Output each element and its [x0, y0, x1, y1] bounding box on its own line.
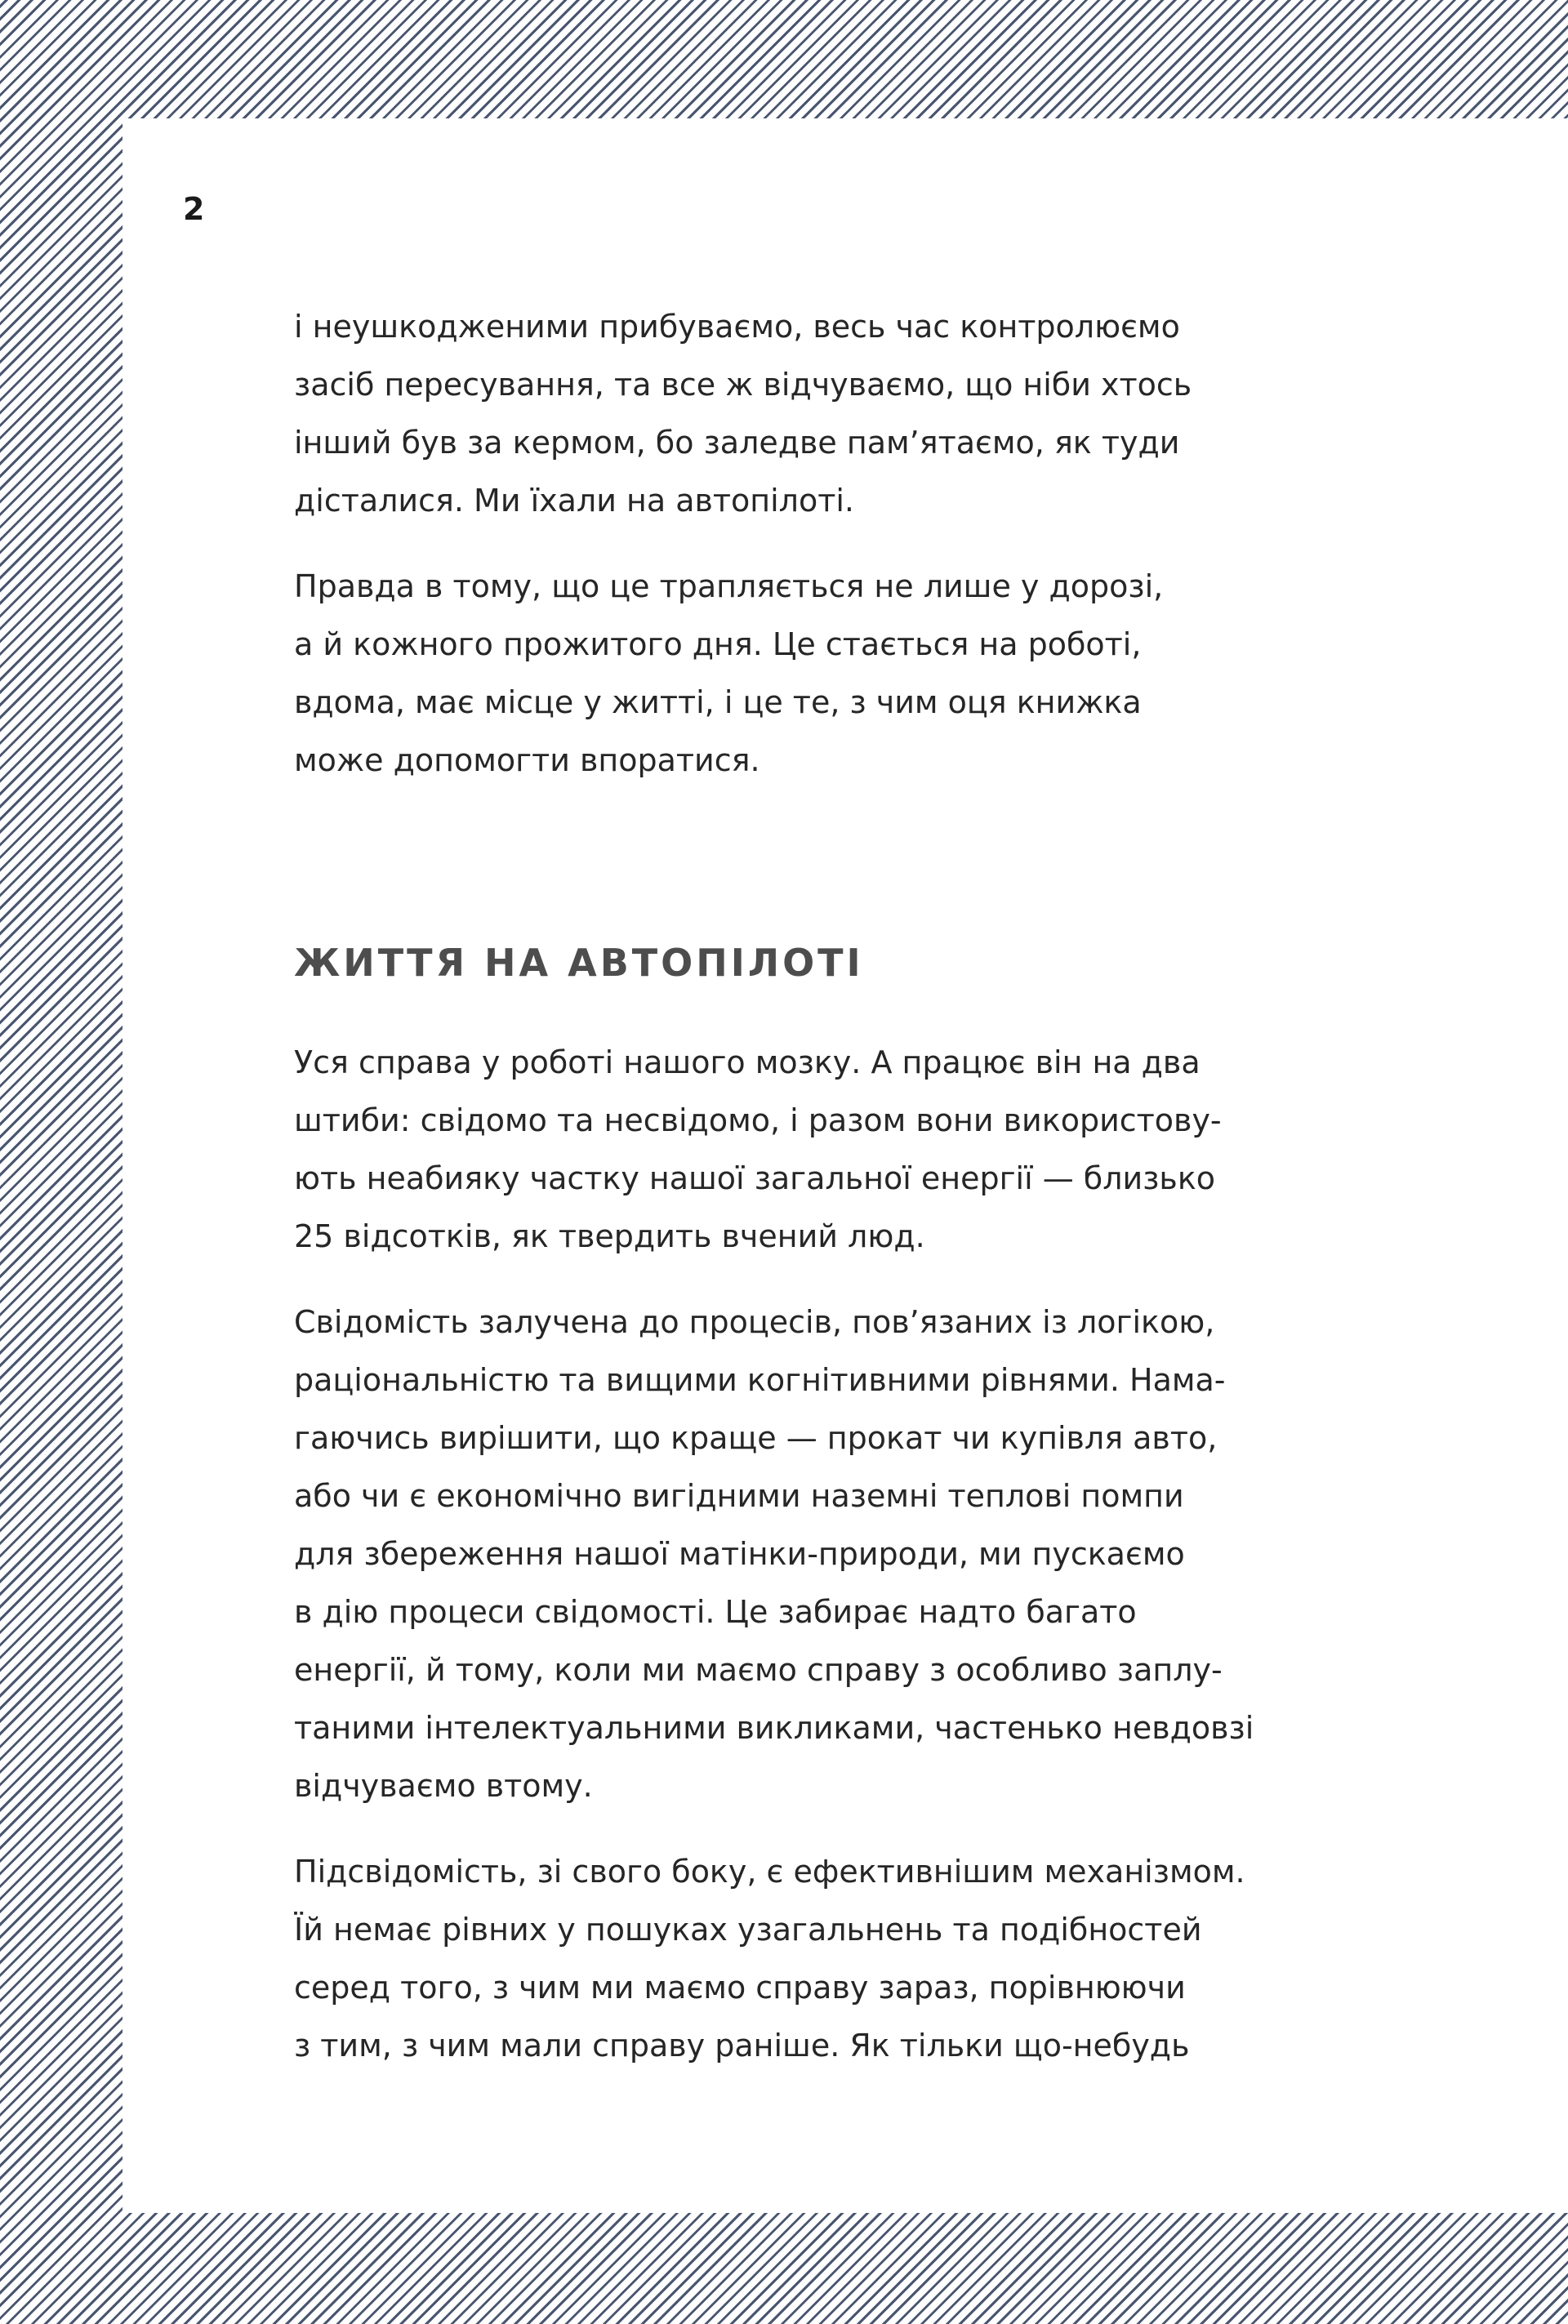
- paragraph-subconscious: [294, 1843, 1454, 2075]
- text-line: інший був за кермом, бо заледве пам’ятаємо, як туди: [294, 425, 1180, 461]
- text-line: відчуваємо втому.: [294, 1768, 593, 1804]
- text-line: серед того, з чим ми маємо справу зараз, порівнюючи: [294, 1970, 1186, 2006]
- text-line: 25 відсотків, як твердить вчений люд.: [294, 1218, 925, 1254]
- paragraph-everyday: [294, 558, 1454, 790]
- text-line: дісталися. Ми їхали на автопілоті.: [294, 483, 854, 519]
- text-line: а й кожного прожитого дня. Це стається на роботі,: [294, 626, 1142, 662]
- book-page: [122, 118, 1568, 2213]
- text-line: Їй немає рівних у пошуках узагальнень та подібностей: [294, 1912, 1202, 1948]
- text-line: або чи є економічно вигідними наземні теплові помпи: [294, 1478, 1184, 1514]
- text-line: може допомогти впоратися.: [294, 742, 760, 778]
- paragraph-brain: [294, 1034, 1454, 1266]
- text-line: таними інтелектуальними викликами, частенько невдовзі: [294, 1710, 1254, 1746]
- text-line: для збереження нашої матінки-природи, ми пускаємо: [294, 1536, 1185, 1572]
- text-line: Підсвідомість, зі свого боку, є ефективнішим механізмом.: [294, 1854, 1245, 1890]
- section-heading: ЖИТТЯ НА АВТОПІЛОТІ: [294, 941, 864, 985]
- text-line: Правда в тому, що це трапляється не лише у дорозі,: [294, 568, 1164, 604]
- text-line: з тим, з чим мали справу раніше. Як тільки що-небудь: [294, 2028, 1190, 2064]
- text-line: в дію процеси свідомості. Це забирає надто багато: [294, 1594, 1137, 1630]
- text-line: Уся справа у роботі нашого мозку. А працює він на два: [294, 1044, 1200, 1080]
- page-number: 2: [183, 191, 205, 227]
- text-line: енергії, й тому, коли ми маємо справу з особливо заплу-: [294, 1652, 1223, 1688]
- text-line: Свідомість залучена до процесів, пов’язаних із логікою,: [294, 1304, 1215, 1340]
- text-line: раціональністю та вищими когнітивними рівнями. Нама-: [294, 1362, 1226, 1398]
- paragraph-consciousness: [294, 1293, 1454, 1815]
- text-line: ють неабияку частку нашої загальної енергії — близько: [294, 1160, 1216, 1196]
- text-line: гаючись вирішити, що краще — прокат чи купівля авто,: [294, 1420, 1218, 1456]
- paragraph-arrival: [294, 298, 1454, 530]
- text-line: штиби: свідомо та несвідомо, і разом вони використову-: [294, 1102, 1222, 1138]
- page-body: [294, 298, 1454, 2103]
- text-line: і неушкодженими прибуваємо, весь час контролюємо: [294, 309, 1180, 345]
- text-line: вдома, має місце у житті, і це те, з чим оця книжка: [294, 684, 1142, 720]
- text-line: засіб пересування, та все ж відчуваємо, що ніби хтось: [294, 367, 1192, 403]
